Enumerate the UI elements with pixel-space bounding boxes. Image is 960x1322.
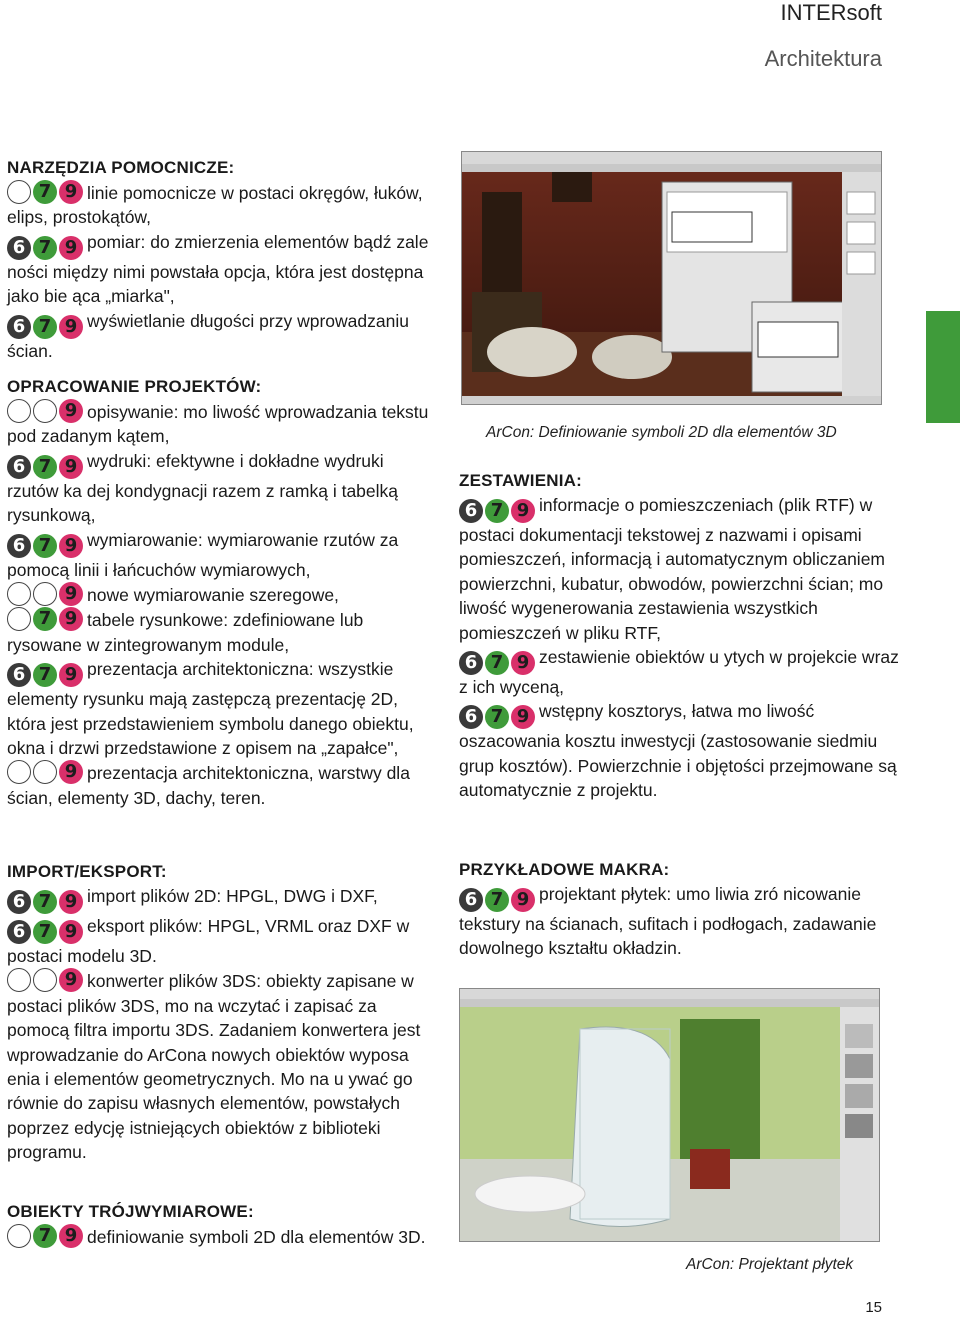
feature-text: zestawienie obiektów u ytych w projekcie wraz z ich wyceną, (459, 647, 899, 698)
version-6-icon: 6 (7, 236, 31, 260)
version-badges (459, 888, 535, 912)
feature-text: nowe wymiarowanie szeregowe, (87, 585, 339, 606)
feature-item (7, 607, 437, 657)
feature-item (459, 882, 899, 961)
version-7-icon: 7 (485, 705, 509, 729)
feature-text: linie pomocnicze w postaci okręgów, łuków, elips, prostokątów, (7, 183, 423, 228)
version-9-icon: 9 (59, 399, 83, 423)
section-title: Architektura (764, 46, 882, 71)
feature-text: konwerter plików 3DS: obiekty zapisane w postaci plików 3DS, mo na wczytać i zapisać za pomocą filtra importu 3DS. Zadaniem konwertera jest wprowadzanie do ArCona nowych obiektów wyposa enia i elementów geometrycznych. Mo na u ywać go równie do zapisu własnych elementów, powstałych poprzez edycję istniejących obiektów z biblioteki programu. (7, 971, 421, 1163)
feature-text: wstępny kosztorys, łatwa mo liwość oszacowania kosztu inwestycji (zastosowanie siedmiu grup kosztów). Powierzchnie i objętości przejmowane są automatycznie z projektu. (459, 701, 897, 801)
version-6-icon: 6 (7, 890, 31, 914)
version-badges (7, 236, 83, 260)
version-9-icon: 9 (59, 455, 83, 479)
version-9-icon: 9 (59, 180, 83, 204)
version-badges (7, 760, 83, 784)
version-9-icon: 9 (59, 1224, 83, 1248)
feature-text: wymiarowanie: wymiarowanie rzutów za pomocą linii i łańcuchów wymiarowych, (7, 529, 399, 580)
feature-text: import plików 2D: HPGL, DWG i DXF, (87, 886, 378, 906)
brand-title: INTERsoft (780, 0, 882, 25)
version-badges (7, 399, 83, 423)
version-badges (7, 890, 83, 914)
empty-circle-icon (7, 180, 31, 204)
page-number: 15 (865, 1299, 882, 1316)
section-zestawienia (459, 469, 899, 803)
empty-circle-icon (7, 399, 31, 423)
version-6-icon: 6 (459, 651, 483, 675)
version-7-icon: 7 (33, 534, 57, 558)
version-6-icon: 6 (459, 499, 483, 523)
feature-text: projektant płytek: umo liwia zró nicowanie tekstury na ścianach, sufitach i podłogach, zadawanie dowolnego kształtu okładzin. (459, 884, 877, 959)
version-9-icon: 9 (59, 582, 83, 606)
version-9-icon: 9 (59, 236, 83, 260)
section-heading: PRZYKŁADOWE MAKRA: (459, 860, 670, 879)
empty-circle-icon (7, 607, 31, 631)
version-9-icon: 9 (59, 607, 83, 631)
feature-item (459, 699, 899, 802)
feature-item (7, 399, 437, 449)
version-7-icon: 7 (33, 455, 57, 479)
feature-item (459, 645, 899, 699)
version-badges (459, 499, 535, 523)
empty-circle-icon (7, 968, 31, 992)
empty-circle-icon (7, 582, 31, 606)
version-9-icon: 9 (59, 315, 83, 339)
version-badges (459, 705, 535, 729)
version-badges (7, 582, 83, 606)
version-7-icon: 7 (33, 315, 57, 339)
feature-item (459, 493, 899, 645)
feature-item (7, 914, 437, 968)
version-badges (7, 968, 83, 992)
version-9-icon: 9 (59, 968, 83, 992)
feature-item (7, 884, 437, 914)
version-6-icon: 6 (7, 920, 31, 944)
version-badges (459, 651, 535, 675)
feature-item (7, 968, 437, 1164)
feature-text: prezentacja architektoniczna: wszystkie elementy rysunku mają zastępczą prezentację 2D, która jest przedstawieniem symbolu danego obiektu, okna i drzwi przedstawione z opisem na „zapałce", (7, 659, 414, 759)
section-heading: NARZĘDZIA POMOCNICZE: (7, 158, 235, 177)
version-6-icon: 6 (7, 315, 31, 339)
feature-text: pomiar: do zmierzenia elementów bądź zale ności między nimi powstała opcja, która jest dostępna jako bie ąca „miarka", (7, 231, 429, 307)
feature-text: definiowanie symboli 2D dla elementów 3D. (87, 1227, 426, 1247)
empty-circle-icon (33, 582, 57, 606)
version-7-icon: 7 (33, 890, 57, 914)
section-obiekty (7, 1200, 437, 1249)
section-import (7, 860, 437, 1165)
feature-item (7, 657, 437, 760)
version-badges (7, 315, 83, 339)
feature-text: wyświetlanie długości przy wprowadzaniu ścian. (7, 310, 409, 361)
feature-item (7, 449, 437, 528)
living-room-render-image (462, 152, 881, 404)
version-badges (7, 920, 83, 944)
section-heading: IMPORT/EKSPORT: (7, 862, 167, 881)
version-9-icon: 9 (59, 663, 83, 687)
feature-text: wydruki: efektywne i dokładne wydruki rzutów ka dej kondygnacji razem z ramką i tabelką rysunkową, (7, 450, 399, 526)
section-narzedzia (7, 156, 437, 363)
version-7-icon: 7 (33, 180, 57, 204)
empty-circle-icon (33, 968, 57, 992)
version-badges (7, 180, 83, 204)
feature-text: opisywanie: mo liwość wprowadzania tekstu pod zadanym kątem, (7, 402, 429, 447)
feature-item (7, 309, 437, 363)
empty-circle-icon (7, 760, 31, 784)
version-9-icon: 9 (59, 534, 83, 558)
version-7-icon: 7 (33, 607, 57, 631)
version-7-icon: 7 (485, 888, 509, 912)
empty-circle-icon (33, 760, 57, 784)
version-7-icon: 7 (33, 663, 57, 687)
feature-item (7, 528, 437, 582)
version-7-icon: 7 (33, 920, 57, 944)
arcon-symbol-screenshot (461, 151, 882, 405)
caption-bottom: ArCon: Projektant płytek (686, 1256, 854, 1273)
feature-text: eksport plików: HPGL, VRML oraz DXF w postaci modelu 3D. (7, 916, 410, 966)
version-9-icon: 9 (511, 888, 535, 912)
version-6-icon: 6 (7, 663, 31, 687)
version-6-icon: 6 (459, 888, 483, 912)
version-7-icon: 7 (33, 236, 57, 260)
version-7-icon: 7 (485, 651, 509, 675)
version-7-icon: 7 (33, 1224, 57, 1248)
feature-item (7, 1224, 437, 1249)
empty-circle-icon (33, 399, 57, 423)
feature-text: tabele rysunkowe: zdefiniowane lub rysowane w zintegrowanym module, (7, 610, 364, 655)
version-9-icon: 9 (511, 651, 535, 675)
version-badges (7, 455, 83, 479)
version-6-icon: 6 (459, 705, 483, 729)
section-opracowanie (7, 375, 437, 810)
version-9-icon: 9 (511, 499, 535, 523)
arcon-tiles-screenshot (459, 988, 880, 1242)
section-heading: ZESTAWIENIA: (459, 471, 582, 490)
section-heading: OPRACOWANIE PROJEKTÓW: (7, 377, 262, 396)
section-makra (459, 858, 899, 961)
version-9-icon: 9 (59, 890, 83, 914)
feature-text: prezentacja architektoniczna, warstwy dla ścian, elementy 3D, dachy, teren. (7, 763, 410, 808)
version-7-icon: 7 (485, 499, 509, 523)
bathroom-render-image (460, 989, 879, 1241)
green-side-tab (926, 311, 960, 423)
section-heading: OBIEKTY TRÓJWYMIAROWE: (7, 1202, 254, 1221)
feature-item (7, 760, 437, 810)
version-badges (7, 607, 83, 631)
version-6-icon: 6 (7, 455, 31, 479)
version-badges (7, 1224, 83, 1248)
empty-circle-icon (7, 1224, 31, 1248)
feature-item (7, 230, 437, 309)
version-badges (7, 534, 83, 558)
caption-top: ArCon: Definiowanie symboli 2D dla elementów 3D (486, 424, 837, 441)
feature-item (7, 180, 437, 230)
version-9-icon: 9 (59, 760, 83, 784)
feature-item (7, 582, 437, 607)
version-9-icon: 9 (59, 920, 83, 944)
version-9-icon: 9 (511, 705, 535, 729)
version-6-icon: 6 (7, 534, 31, 558)
version-badges (7, 663, 83, 687)
feature-text: informacje o pomieszczeniach (plik RTF) w postaci dokumentacji tekstowej z nazwami i opisami pomieszczeń, informacją i automatycznym obliczaniem powierzchni, kubatur, obwodów, powierzchni ścian; mo liwość wygenerowania zestawienia wszystkich pomieszczeń w pliku RTF, (459, 495, 885, 643)
